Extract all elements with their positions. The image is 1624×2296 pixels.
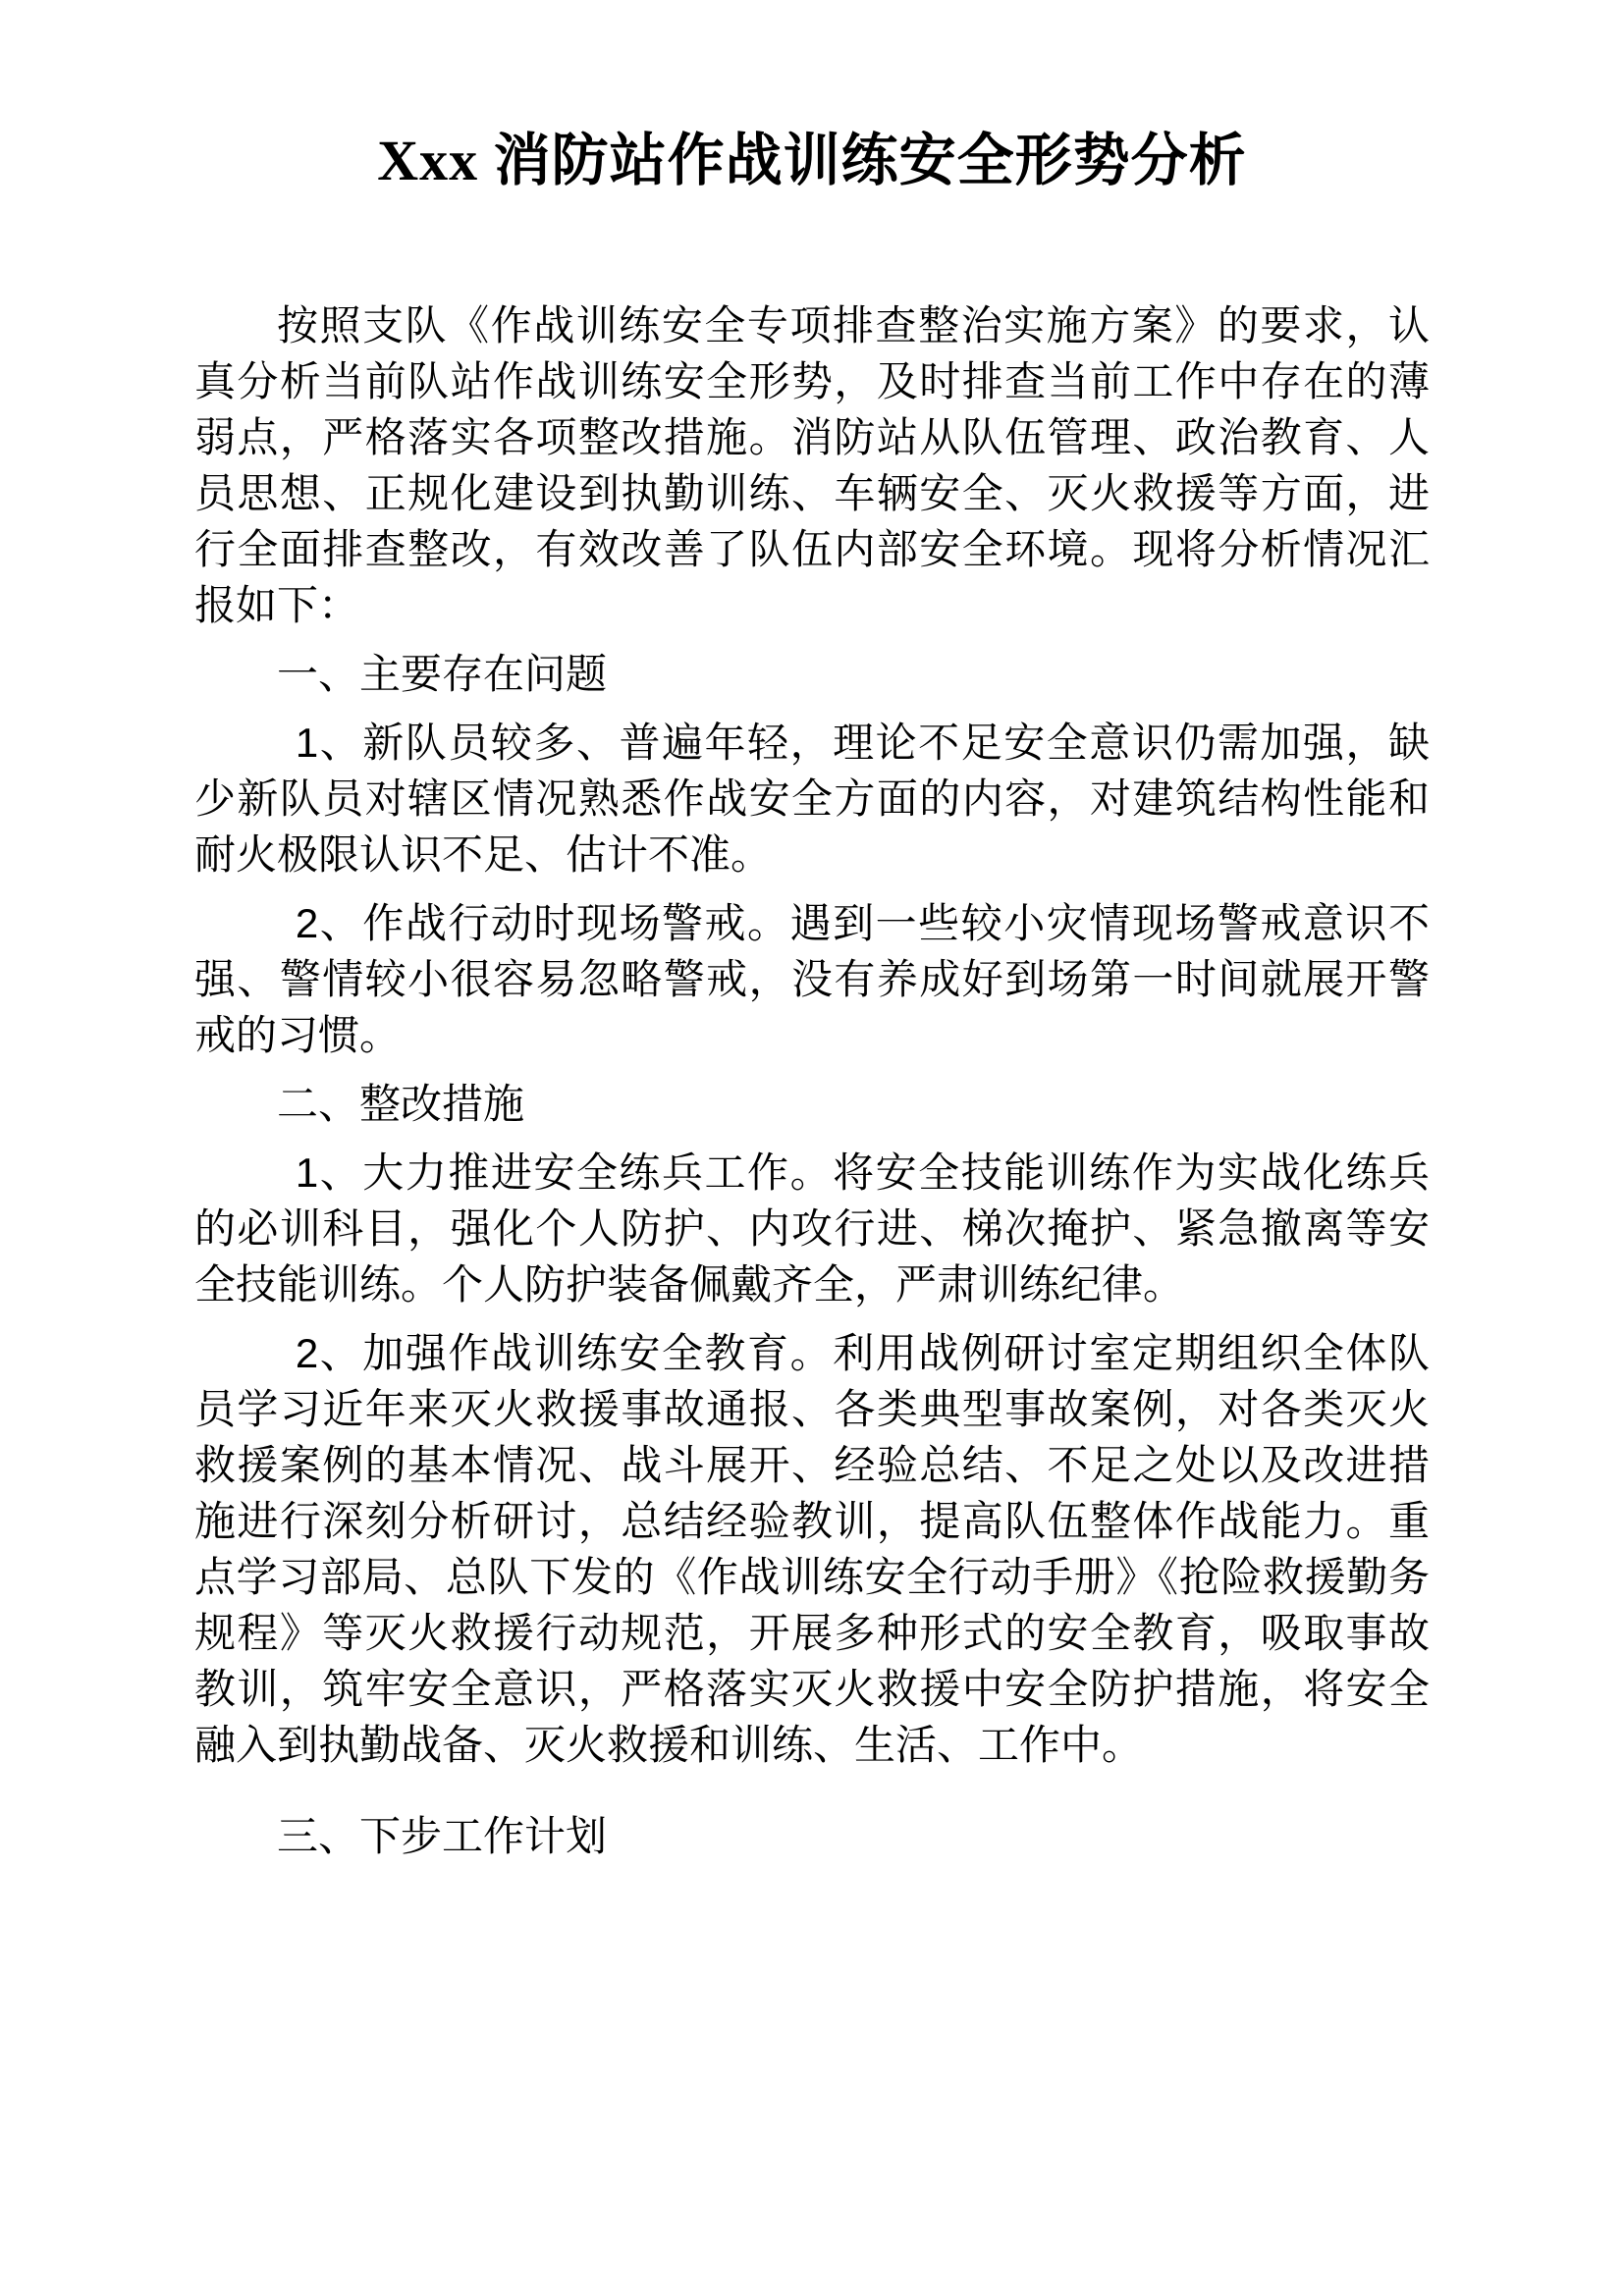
- measure-item-2: 2、加强作战训练安全教育。利用战例研讨室定期组织全体队员学习近年来灭火救援事故通报、各类典型事故案例，对各类灭火救援案例的基本情况、战斗展开、经验总结、不足之处以及改进措施进行深刻分析研讨，总结经验教训，提高队伍整体作战能力。重点学习部局、总队下发的《作战训练安全行动手册》《抢险救援勤务规程》等灭火救援行动规范，开展多种形式的安全教育，吸取事故教训，筑牢安全意识，严格落实灭火救援中安全防护措施，将安全融入到执勤战备、灭火救援和训练、生活、工作中。: [194, 1329, 1430, 1768]
- intro-paragraph: 按照支队《作战训练安全专项排查整治实施方案》的要求，认真分析当前队站作战训练安全形势，及时排查当前工作中存在的薄弱点，严格落实各项整改措施。消防站从队伍管理、政治教育、人员思想、正规化建设到执勤训练、车辆安全、灭火救援等方面，进行全面排查整改，有效改善了队伍内部安全环境。现将分析情况汇报如下：: [194, 301, 1430, 628]
- document-body: [194, 297, 1430, 1864]
- problem-item-1: 1、新队员较多、普遍年轻，理论不足安全意识仍需加强，缺少新队员对辖区情况熟悉作战安全方面的内容，对建筑结构性能和耐火极限认识不足、估计不准。: [194, 719, 1430, 878]
- document-title: Xxx 消防站作战训练安全形势分析: [377, 129, 1247, 192]
- section-heading-next-work-plan: 三、下步工作计划: [277, 1812, 608, 1859]
- problem-item-2: 2、作战行动时现场警戒。遇到一些较小灾情现场警戒意识不强、警情较小很容易忽略警戒，没有养成好到场第一时间就展开警戒的习惯。: [194, 899, 1430, 1058]
- measure-item-1: 1、大力推进安全练兵工作。将安全技能训练作为实战化练兵的必训科目，强化个人防护、内攻行进、梯次掩护、紧急撤离等安全技能训练。个人防护装备佩戴齐全，严肃训练纪律。: [194, 1148, 1430, 1308]
- section-heading-rectification-measures: 二、整改措施: [277, 1080, 525, 1127]
- section-heading-main-problems: 一、主要存在问题: [277, 650, 608, 697]
